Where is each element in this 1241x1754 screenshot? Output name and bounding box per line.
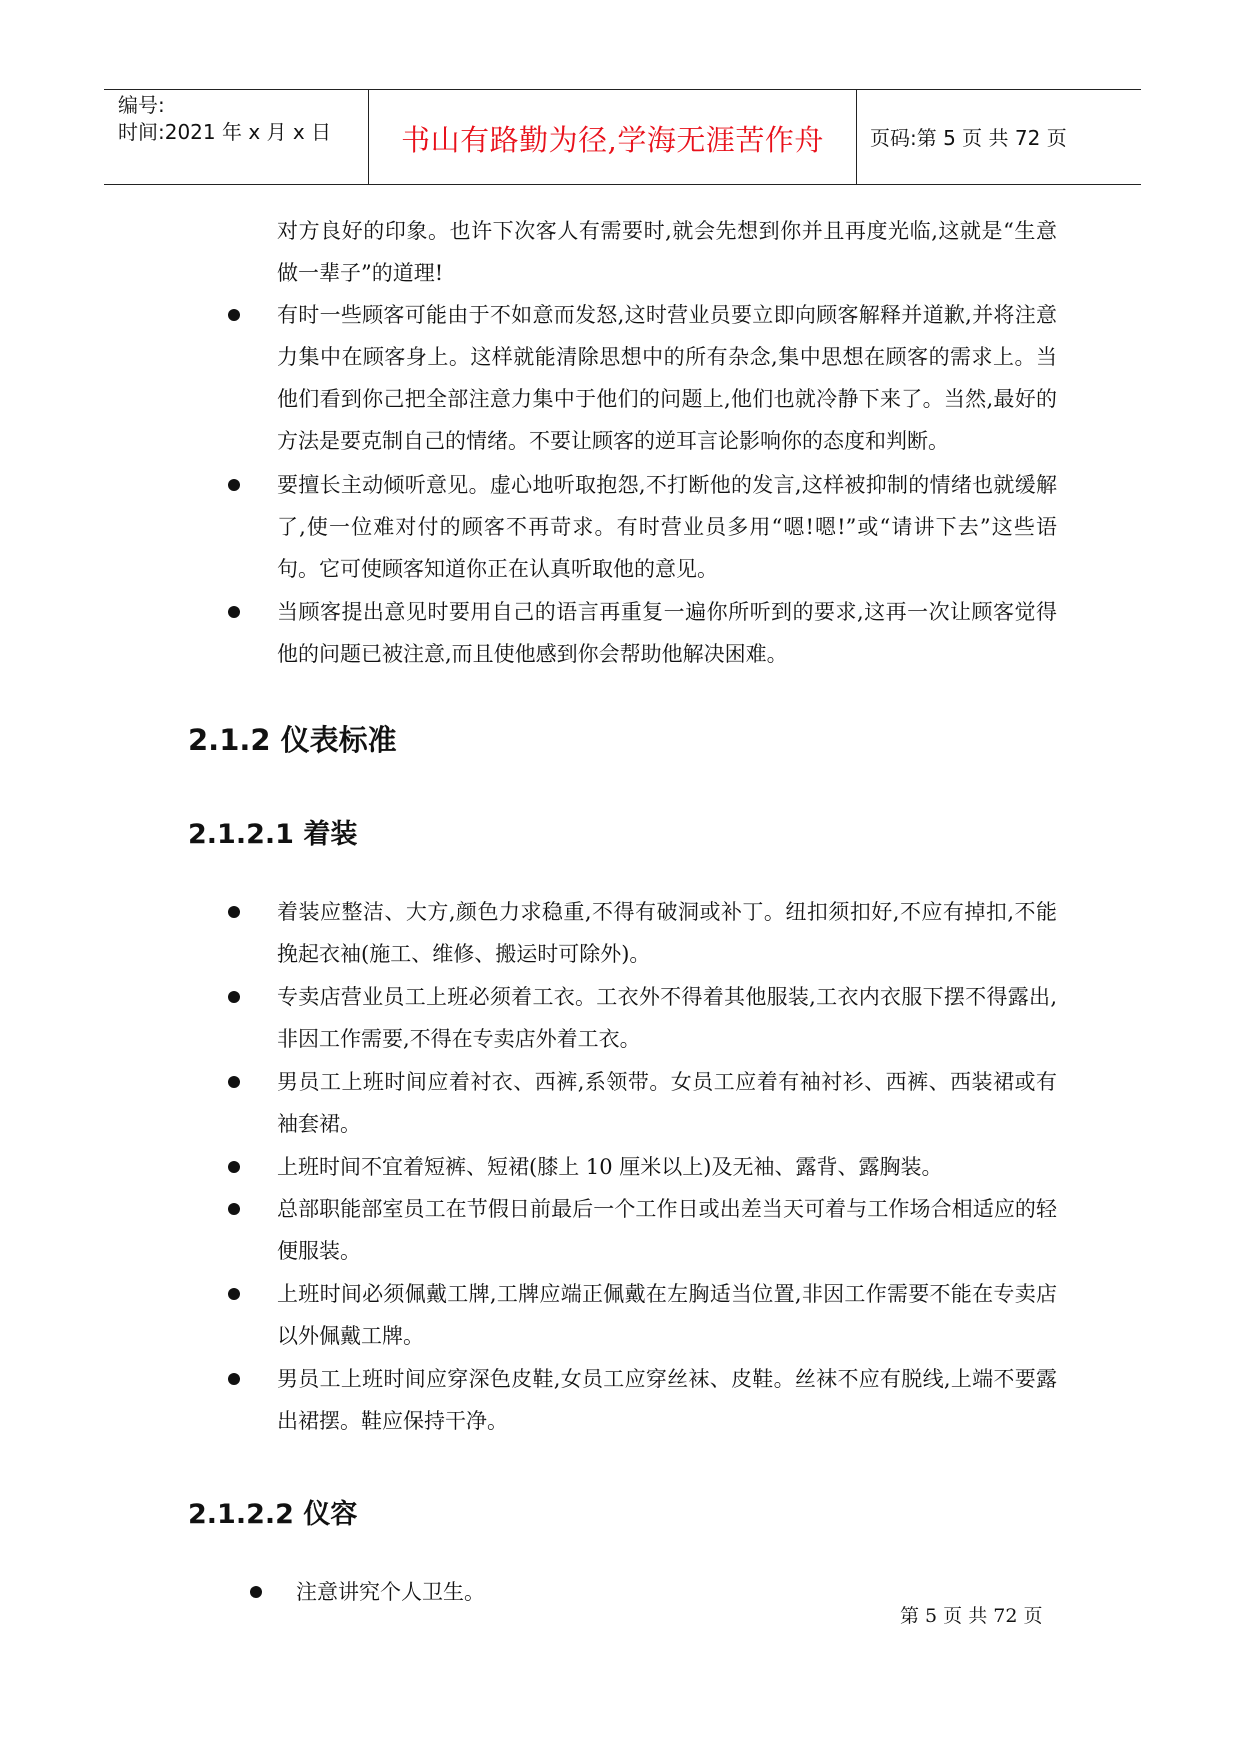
bullet-dot	[228, 1288, 240, 1300]
header-meta	[118, 92, 331, 146]
bullet-item: 着装应整洁、大方,颜色力求稳重,不得有破洞或补丁。纽扣须扣好,不应有掉扣,不能挽起衣袖(施工、维修、搬运时可除外)。	[277, 900, 1057, 966]
page-footer: 第 5 页 共 72 页	[900, 1605, 1043, 1627]
bullet-item: 男员工上班时间应着衬衣、西裤,系领带。女员工应着有袖衬衫、西裤、西装裙或有袖套裙。	[277, 1070, 1057, 1136]
subsection-heading: 2.1.2.1 着装	[188, 819, 358, 850]
header-divider	[856, 90, 857, 184]
document-number-label: 编号:	[118, 93, 165, 117]
bullet-item: 要擅长主动倾听意见。虚心地听取抱怨,不打断他的发言,这样被抑制的情绪也就缓解了,使一位难对付的顾客不再苛求。有时营业员多用“嗯!嗯!”或“请讲下去”这些语句。它可使顾客知道你正在认真听取他的意见。	[277, 473, 1057, 581]
bullet-dot	[228, 1203, 240, 1215]
bullet-item: 专卖店营业员工上班必须着工衣。工衣外不得着其他服装,工衣内衣服下摆不得露出,非因工作需要,不得在专卖店外着工衣。	[277, 985, 1057, 1051]
header-page-number: 页码:第 5 页 共 72 页	[870, 126, 1067, 150]
bullet-dot	[228, 1161, 240, 1173]
bullet-dot	[228, 906, 240, 918]
paragraph-intro: 对方良好的印象。也许下次客人有需要时,就会先想到你并且再度光临,这就是“生意做一辈子”的道理!	[277, 219, 1057, 285]
section-heading: 2.1.2 仪表标准	[188, 723, 397, 757]
bullet-dot	[228, 1076, 240, 1088]
bullet-item: 有时一些顾客可能由于不如意而发怒,这时营业员要立即向顾客解释并道歉,并将注意力集中在顾客身上。这样就能清除思想中的所有杂念,集中思想在顾客的需求上。当他们看到你己把全部注意力集中于他们的问题上,他们也就冷静下来了。当然,最好的方法是要克制自己的情绪。不要让顾客的逆耳言论影响你的态度和判断。	[277, 303, 1057, 453]
bullet-dot	[228, 309, 240, 321]
header-motto: 书山有路勤为径,学海无涯苦作舟	[401, 123, 824, 157]
bullet-dot	[228, 1373, 240, 1385]
bullet-item: 总部职能部室员工在节假日前最后一个工作日或出差当天可着与工作场合相适应的轻便服装。	[277, 1197, 1057, 1263]
bullet-dot	[250, 1586, 262, 1598]
bullet-item: 上班时间不宜着短裤、短裙(膝上 10 厘米以上)及无袖、露背、露胸装。	[277, 1155, 943, 1179]
subsection-heading: 2.1.2.2 仪容	[188, 1499, 358, 1530]
document-time-label: 时间:2021 年 x 月 x 日	[118, 120, 332, 144]
bullet-item: 上班时间必须佩戴工牌,工牌应端正佩戴在左胸适当位置,非因工作需要不能在专卖店以外佩戴工牌。	[277, 1282, 1057, 1348]
bullet-item: 当顾客提出意见时要用自己的语言再重复一遍你所听到的要求,这再一次让顾客觉得他的问题已被注意,而且使他感到你会帮助他解决困难。	[277, 600, 1057, 666]
bullet-dot	[228, 606, 240, 618]
page-header	[104, 89, 1141, 185]
bullet-item: 注意讲究个人卫生。	[296, 1580, 485, 1604]
bullet-item: 男员工上班时间应穿深色皮鞋,女员工应穿丝袜、皮鞋。丝袜不应有脱线,上端不要露出裙摆。鞋应保持干净。	[277, 1367, 1057, 1433]
bullet-dot	[228, 991, 240, 1003]
bullet-dot	[228, 479, 240, 491]
